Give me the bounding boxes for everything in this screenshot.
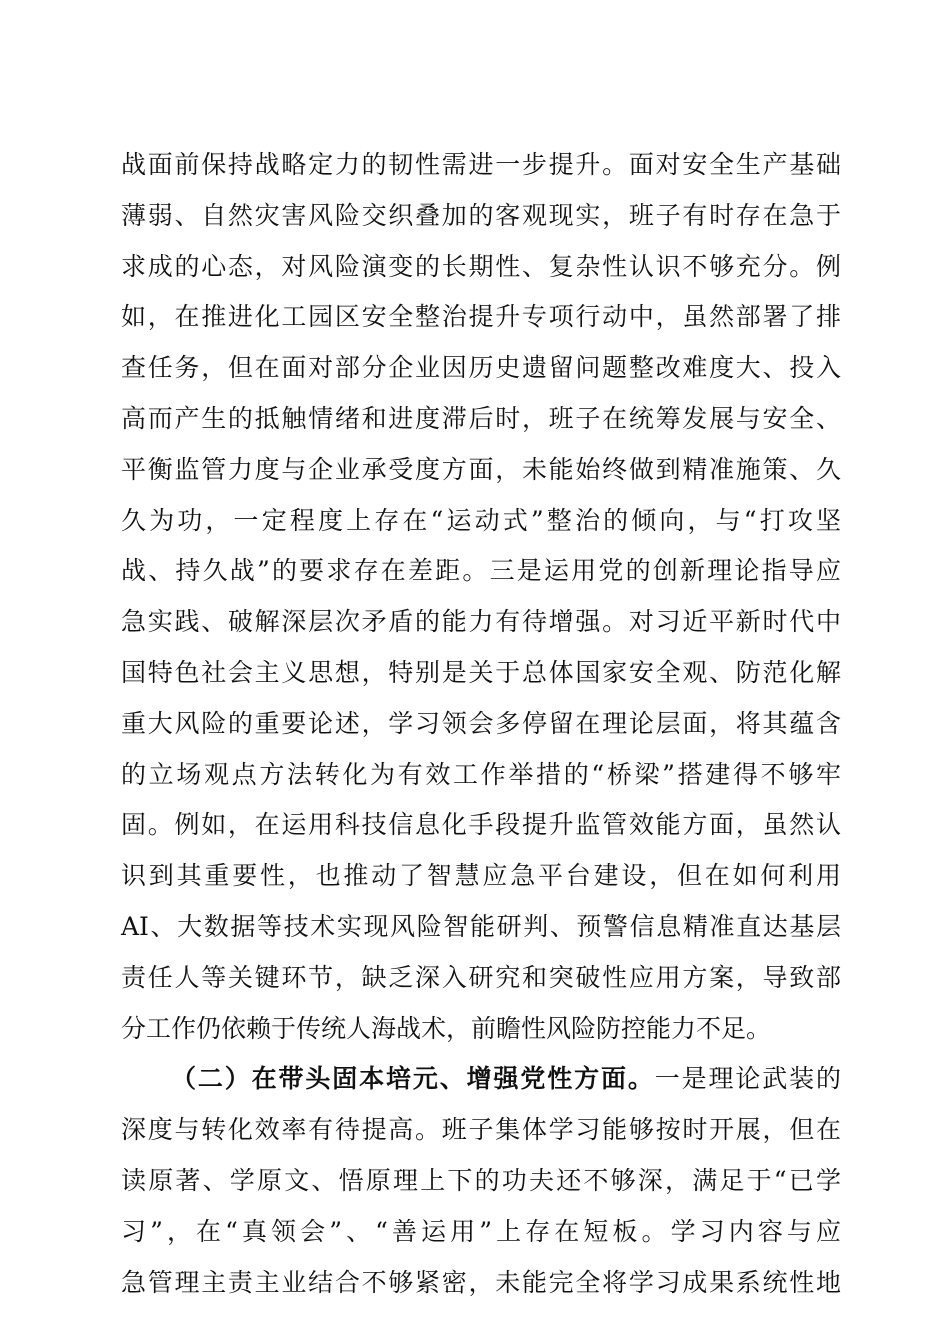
text-run: 一是理论武装的 (654, 1064, 841, 1094)
text-line: 重大风险的重要论述，学习领会多停留在理论层面，将其蕴含 (121, 708, 841, 738)
text-line: 战面前保持战略定力的韧性需进一步提升。面对安全生产基础 (121, 150, 841, 179)
text-line: 国特色社会主义思想，特别是关于总体国家安全观、防范化解 (121, 657, 841, 687)
section-heading: （二）在带头固本培元、增强党性方面。 (171, 1064, 655, 1094)
text-line: 固。例如，在运用科技信息化手段提升监管效能方面，虽然认 (121, 810, 841, 840)
text-line: AI、大数据等技术实现风险智能研判、预警信息精准直达基层 (121, 911, 841, 941)
text-line: 的立场观点方法转化为有效工作举措的“桥梁”搭建得不够牢 (121, 759, 841, 789)
text-line: 战、持久战”的要求存在差距。三是运用党的创新理论指导应 (121, 556, 841, 586)
text-line: 深度与转化效率有待提高。班子集体学习能够按时开展，但在 (121, 1115, 841, 1145)
text-line: 查任务，但在面对部分企业因历史遗留问题整改难度大、投入 (121, 353, 841, 383)
text-line: 责任人等关键环节，缺乏深入研究和突破性应用方案，导致部 (121, 962, 841, 992)
text-line: 分工作仍依赖于传统人海战术，前瞻性风险防控能力不足。 (121, 1013, 772, 1043)
text-line: 识到其重要性，也推动了智慧应急平台建设，但在如何利用 (121, 861, 841, 891)
text-line: 求成的心态，对风险演变的长期性、复杂性认识不够充分。例 (121, 251, 841, 281)
text-line: 久为功，一定程度上存在“运动式”整治的倾向，与“打攻坚 (121, 505, 841, 535)
text-line: 高而产生的抵触情绪和进度滞后时，班子在统筹发展与安全、 (121, 403, 841, 433)
text-line: 急管理主责主业结合不够紧密，未能完全将学习成果系统性地 (121, 1267, 841, 1297)
text-line: 习”，在“真领会”、“善运用”上存在短板。学习内容与应 (121, 1216, 841, 1246)
text-line: 薄弱、自然灾害风险交织叠加的客观现实，班子有时存在急于 (121, 200, 841, 230)
text-line: 急实践、破解深层次矛盾的能力有待增强。对习近平新时代中 (121, 607, 841, 637)
text-line: 如，在推进化工园区安全整治提升专项行动中，虽然部署了排 (121, 302, 841, 332)
text-line: 平衡监管力度与企业承受度方面，未能始终做到精准施策、久 (121, 454, 841, 484)
text-line: 读原著、学原文、悟原理上下的功夫还不够深，满足于“已学 (121, 1165, 841, 1195)
section-heading-line (121, 1054, 841, 1105)
body-text (121, 140, 841, 1308)
